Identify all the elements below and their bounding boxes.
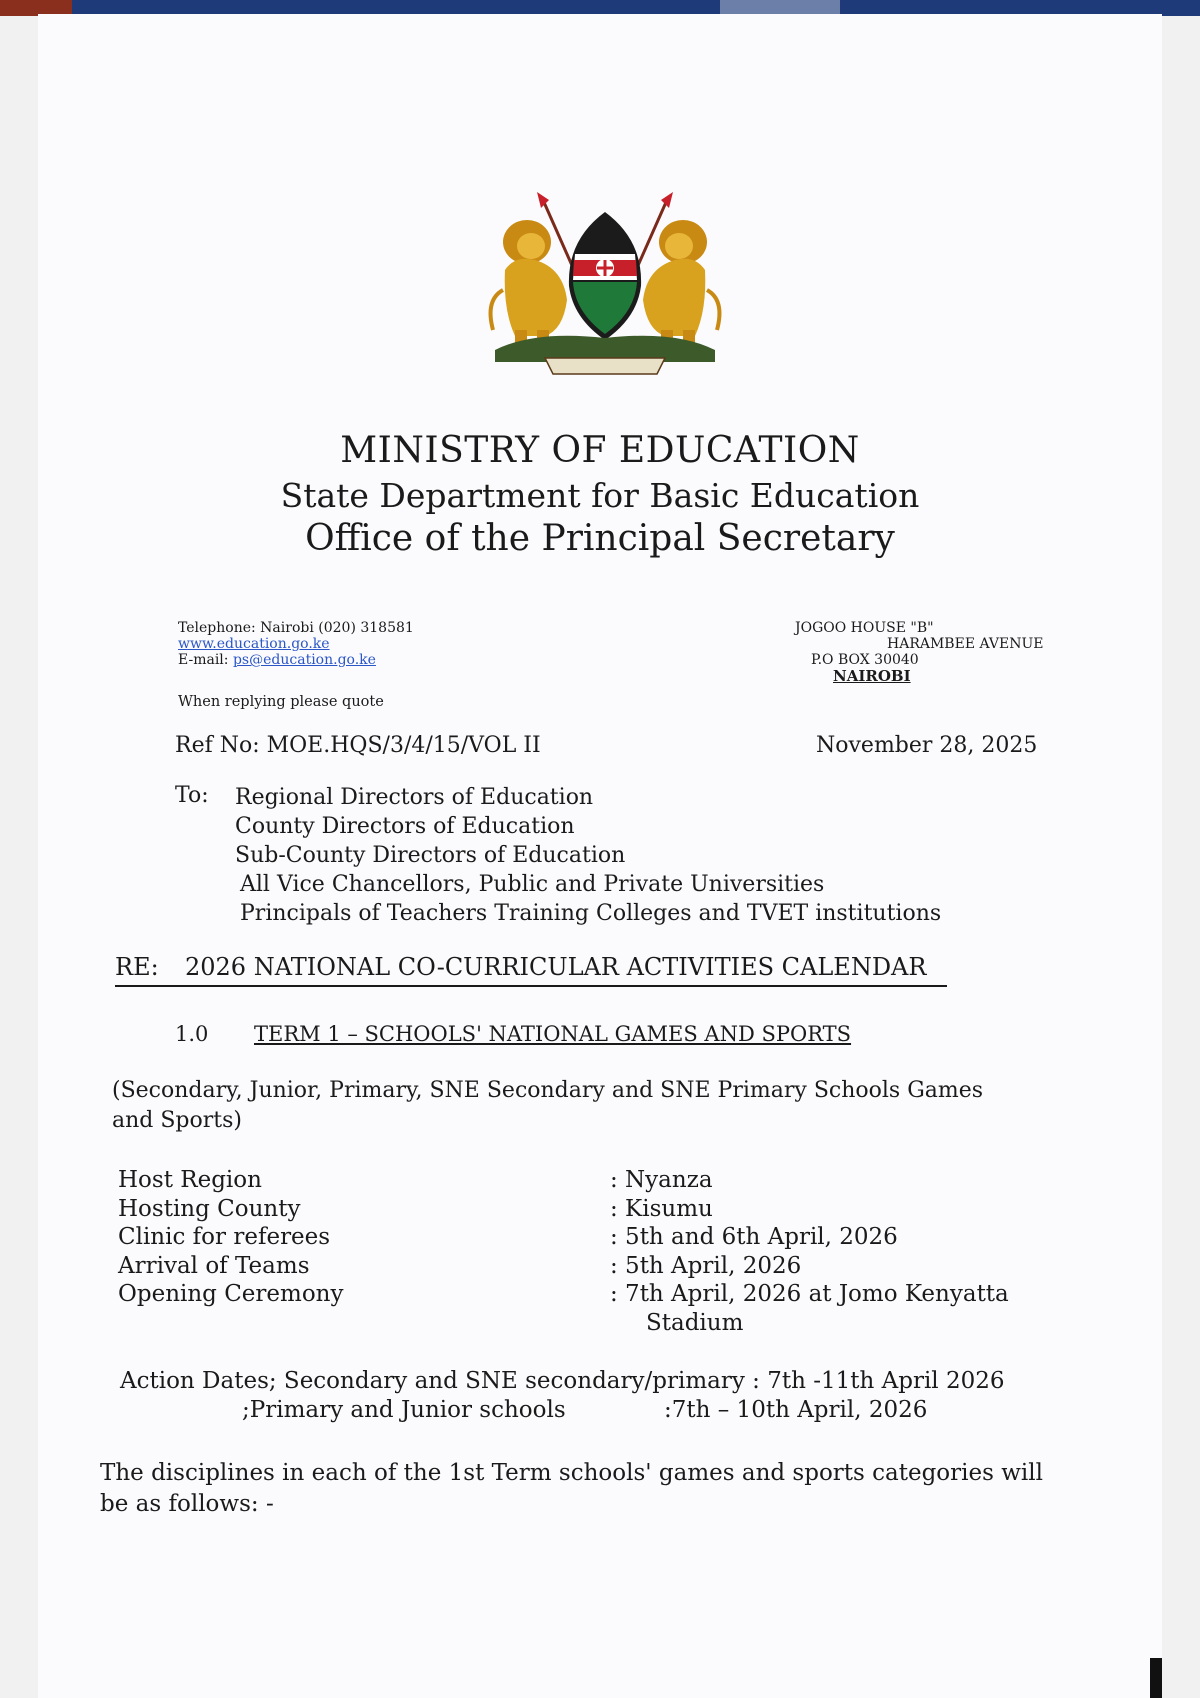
website-link[interactable]: www.education.go.ke [178,636,330,652]
letter-date: November 28, 2025 [816,733,1038,758]
action-dates-value-1: : 7th -11th April 2026 [752,1368,1005,1394]
address-line-2: HARAMBEE AVENUE [887,636,1044,652]
left-lion-icon [491,220,567,344]
right-lion-icon [643,220,719,344]
host-region-value: : Nyanza [610,1167,713,1193]
subject-label: RE: [115,953,159,981]
ministry-title: MINISTRY OF EDUCATION [340,430,860,471]
details-labels [118,1166,344,1309]
arrival-value: : 5th April, 2026 [610,1252,802,1279]
reply-note: When replying please quote [178,694,384,710]
email-link[interactable]: ps@education.go.ke [232,652,376,668]
office-title: Office of the Principal Secretary [305,518,895,559]
department-title: State Department for Basic Education [280,476,920,515]
hosting-county-value: : Kisumu [610,1195,713,1222]
recipient-item: Sub-County Directors of Education [235,843,626,868]
opening-value-line-1: : 7th April, 2026 at Jomo Kenyatta [610,1281,1009,1307]
action-dates-value-2: :7th – 10th April, 2026 [664,1397,928,1423]
clinic-label: Clinic for referees [118,1224,331,1250]
recipient-item: Regional Directors of Education [235,785,594,810]
subject-text: 2026 NATIONAL CO-CURRICULAR ACTIVITIES CALENDAR [185,953,927,981]
section-number: 1.0 [175,1022,209,1046]
recipients-list [235,783,941,928]
coat-of-arms-emblem [475,190,735,380]
subject-line [115,953,947,987]
address-line-4: NAIROBI [833,667,911,685]
recipients-label: To: [175,783,209,808]
reference-number: Ref No: MOE.HQS/3/4/15/VOL II [175,733,541,758]
details-values [610,1166,1009,1337]
shield-icon [569,212,641,340]
email-label: E-mail: [178,652,233,668]
closing-paragraph: The disciplines in each of the 1st Term schools' games and sports categories will be as follows: - [100,1460,1043,1517]
hosting-county-label: Hosting County [118,1195,301,1222]
action-dates-label-1: Action Dates; Secondary and SNE secondary/primary [120,1368,745,1394]
telephone-text: Telephone: Nairobi (020) 318581 [178,620,414,636]
recipient-item: County Directors of Education [235,814,575,839]
action-dates-label-2: ;Primary and Junior schools [242,1397,566,1423]
scan-corner-mark [1150,1658,1162,1698]
arrival-label: Arrival of Teams [118,1252,310,1279]
opening-value-line-2: Stadium [646,1309,744,1336]
email-line [178,652,414,668]
clinic-value: : 5th and 6th April, 2026 [610,1224,898,1250]
section-intro: (Secondary, Junior, Primary, SNE Secondary and SNE Primary Schools Games and Sports) [112,1078,984,1133]
recipient-item: Principals of Teachers Training Colleges and TVET institutions [240,901,942,926]
address-block [795,620,1044,684]
recipient-item: All Vice Chancellors, Public and Private Universities [240,872,825,897]
address-line-1: JOGOO HOUSE "B" [795,620,934,636]
host-region-label: Host Region [118,1167,262,1193]
action-dates-line-1 [120,1368,1005,1394]
contact-block [178,620,414,668]
section-title: TERM 1 – SCHOOLS' NATIONAL GAMES AND SPORTS [254,1022,852,1046]
opening-label: Opening Ceremony [118,1281,344,1307]
address-line-3: P.O BOX 30040 [811,652,919,668]
